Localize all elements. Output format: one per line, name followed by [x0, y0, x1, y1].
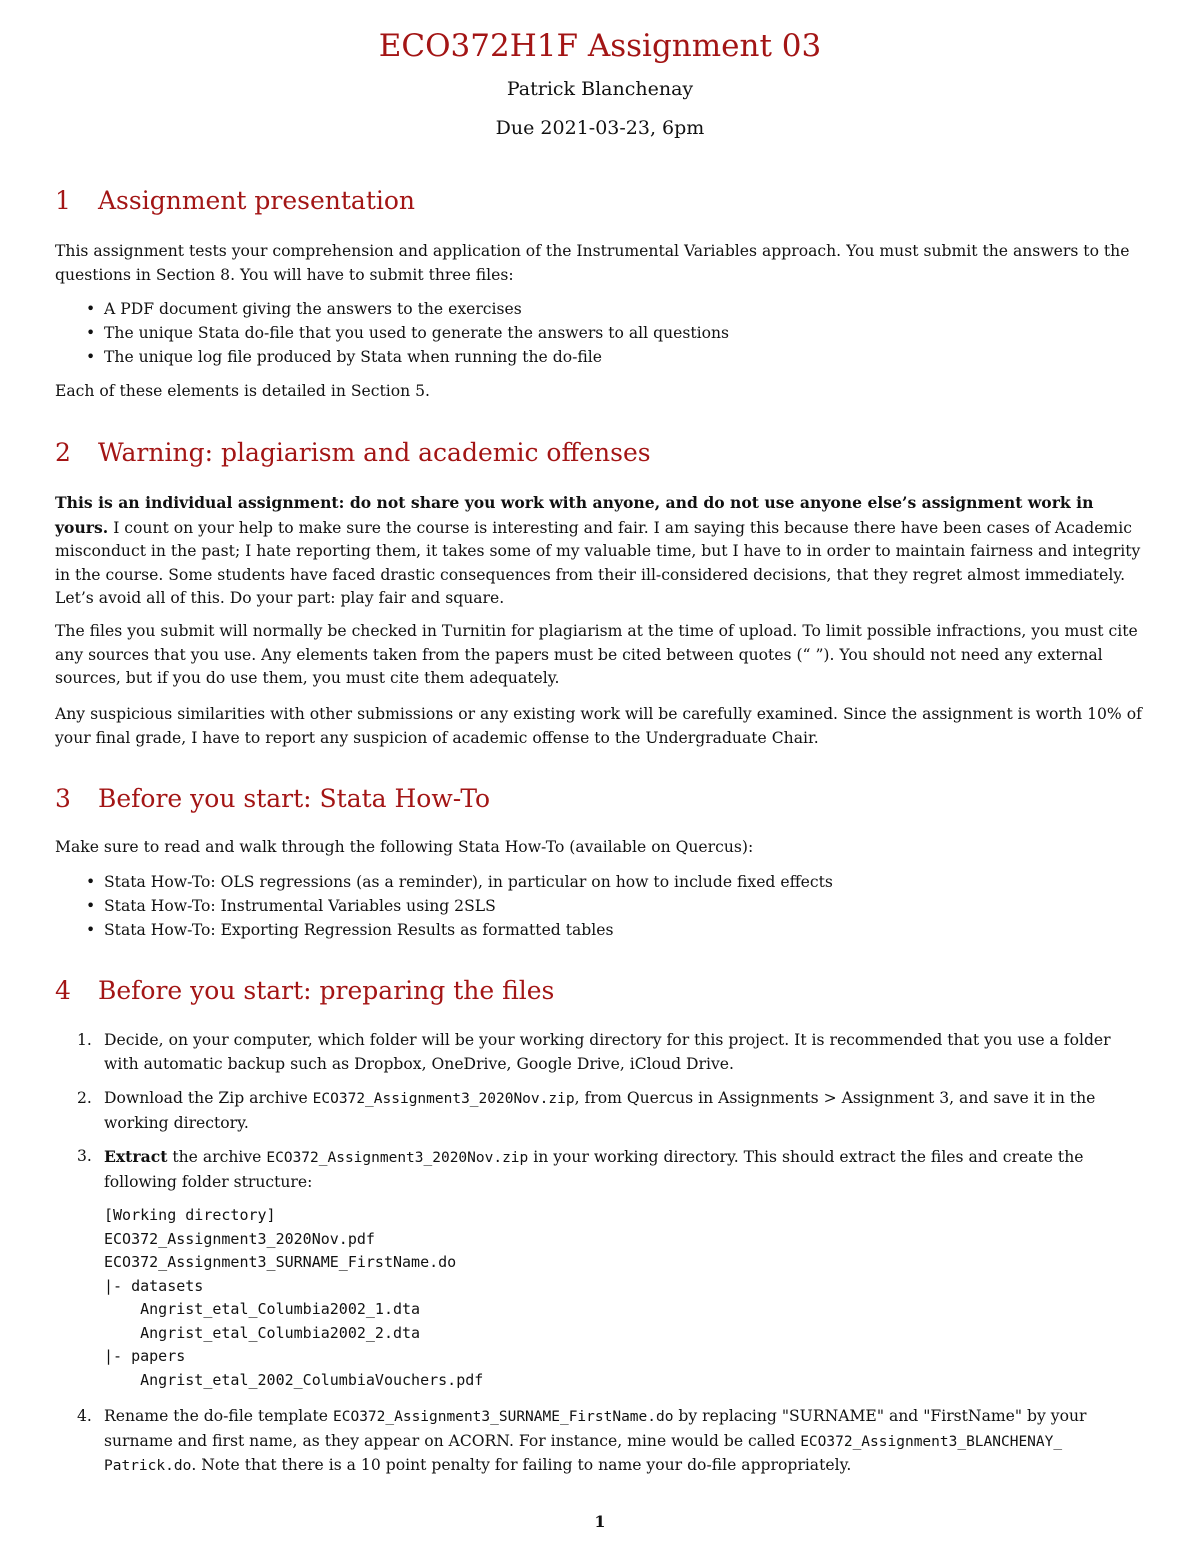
section-1-heading	[55, 186, 415, 215]
list-item	[55, 345, 1147, 369]
page-number: 1	[594, 1512, 606, 1531]
step-keyword: Extract	[104, 1147, 168, 1166]
section-2-heading	[55, 438, 651, 467]
list-item-text: A PDF document giving the answers to the exercises	[104, 300, 522, 318]
step-number: 4.	[77, 1407, 92, 1425]
step-text	[104, 1145, 1147, 1194]
section-1-outro: Each of these elements is detailed in Section 5.	[55, 382, 430, 400]
bullet-icon: •	[86, 921, 96, 939]
folder-structure	[104, 1204, 483, 1392]
bullet-icon: •	[86, 324, 96, 342]
section-1-intro: This assignment tests your comprehension and application of the Instrumental Variables approach. You must submit the answers to the questions in Section 8. You will have to submit three files:	[55, 242, 1130, 284]
due-date: Due 2021-03-23, 6pm	[495, 117, 705, 139]
section-3-heading	[55, 784, 490, 813]
tree-line: |- datasets	[104, 1276, 204, 1295]
archive-filename: ECO372_Assignment3_2020Nov.zip	[312, 1091, 575, 1107]
tree-line: ECO372_Assignment3_2020Nov.pdf	[104, 1229, 375, 1248]
list-item	[55, 894, 1147, 918]
list-item	[55, 870, 1147, 894]
bullet-icon: •	[86, 348, 96, 366]
step-text-part: by replacing "SURNAME" and "FirstName" by your surname and first name, as they appear on ACORN. For instance, mine would be called	[104, 1407, 1087, 1450]
section-3-intro: Make sure to read and walk through the following Stata How-To (available on Quercus):	[55, 838, 754, 856]
section-number: 2	[55, 438, 71, 467]
step-text-part: the archive	[167, 1148, 267, 1166]
do-file-template-name: ECO372_Assignment3_SURNAME_FirstName.do	[333, 1409, 674, 1425]
archive-filename: ECO372_Assignment3_2020Nov.zip	[266, 1150, 529, 1166]
step-text	[104, 1087, 1147, 1135]
section-2-paragraph-1	[55, 491, 1147, 611]
list-item-text: The unique log file produced by Stata when running the do-file	[104, 348, 602, 366]
section-1-bullet-list	[55, 297, 1147, 369]
section-title: Assignment presentation	[98, 186, 416, 215]
step-number: 1.	[77, 1031, 92, 1049]
section-number: 4	[55, 976, 71, 1005]
paragraph-text: I count on your help to make sure the course is interesting and fair. I am saying this because there have been cases of Academic misconduct in the past; I hate reporting them, it takes some of my valuable time, but I have to in order to maintain fairness and integrity in the course. Some students have faced drastic consequences from their ill-considered decisions, that they regret almost immediately. Let’s avoid all of this. Do your part: play fair and square.	[55, 518, 1141, 607]
list-item	[55, 321, 1147, 345]
author-name: Patrick Blanchenay	[506, 78, 694, 100]
step-text-part: in your working directory. This should extract the files and create the following folder structure:	[104, 1148, 1084, 1191]
tree-line: Angrist_etal_2002_ColumbiaVouchers.pdf	[104, 1370, 484, 1389]
step-text-part: , from Quercus in Assignments > Assignment 3, and save it in the working directory.	[104, 1089, 1096, 1132]
section-4-heading	[55, 976, 554, 1005]
bullet-icon: •	[86, 873, 96, 891]
bullet-icon: •	[86, 897, 96, 915]
tree-line: Angrist_etal_Columbia2002_2.dta	[104, 1323, 421, 1342]
warning-statement: This is an individual assignment: do not share you work with anyone, and do not use anyone else’s assignment work in yours.	[55, 493, 1094, 537]
example-do-file-name: ECO372_Assignment3_BLANCHENAY_ Patrick.do	[104, 1433, 1063, 1474]
tree-line: |- papers	[104, 1347, 186, 1365]
list-item-text: Stata How-To: Instrumental Variables using 2SLS	[104, 897, 496, 915]
section-2-paragraph-3: Any suspicious similarities with other submissions or any existing work will be carefully examined. Since the assignment is worth 10% of your final grade, I have to report any suspicion of academic offense to the Undergraduate Chair.	[55, 705, 1142, 747]
step-number: 2.	[77, 1089, 92, 1107]
section-2-paragraph-2: The files you submit will normally be checked in Turnitin for plagiarism at the time of upload. To limit possible infractions, you must cite any sources that you use. Any elements taken from the papers must be cited between quotes (“ ”). You should not need any external sources, but if you do use them, you must cite them adequately.	[55, 622, 1138, 687]
tree-line: [Working directory]	[104, 1206, 276, 1224]
list-item	[55, 918, 1147, 942]
list-item-text: The unique Stata do-file that you used to generate the answers to all questions	[104, 324, 730, 342]
section-3-bullet-list	[55, 870, 1147, 942]
step-text-part: Download the Zip archive	[104, 1089, 313, 1107]
document-title: ECO372H1F Assignment 03	[378, 28, 822, 64]
step-text	[104, 1405, 1147, 1479]
section-title: Warning: plagiarism and academic offenses	[98, 438, 651, 467]
list-item	[55, 297, 1147, 321]
section-number: 1	[55, 186, 71, 215]
step-text-part: Rename the do-file template	[104, 1407, 333, 1425]
section-number: 3	[55, 784, 71, 813]
step-number: 3.	[77, 1147, 92, 1165]
section-title: Before you start: Stata How-To	[98, 784, 491, 813]
list-item-text: Stata How-To: Exporting Regression Results as formatted tables	[104, 921, 614, 939]
list-item-text: Stata How-To: OLS regressions (as a reminder), in particular on how to include fixed effects	[104, 873, 833, 891]
step-text: Decide, on your computer, which folder will be your working directory for this project. It is recommended that you use a folder with automatic backup such as Dropbox, OneDrive, Google Drive, iCloud Drive.	[104, 1031, 1111, 1073]
section-title: Before you start: preparing the files	[98, 976, 555, 1005]
tree-line: Angrist_etal_Columbia2002_1.dta	[104, 1300, 421, 1318]
bullet-icon: •	[86, 300, 96, 318]
step-text-part: . Note that there is a 10 point penalty for failing to name your do-file appropriately.	[191, 1456, 852, 1474]
tree-line: ECO372_Assignment3_SURNAME_FirstName.do	[104, 1253, 457, 1271]
